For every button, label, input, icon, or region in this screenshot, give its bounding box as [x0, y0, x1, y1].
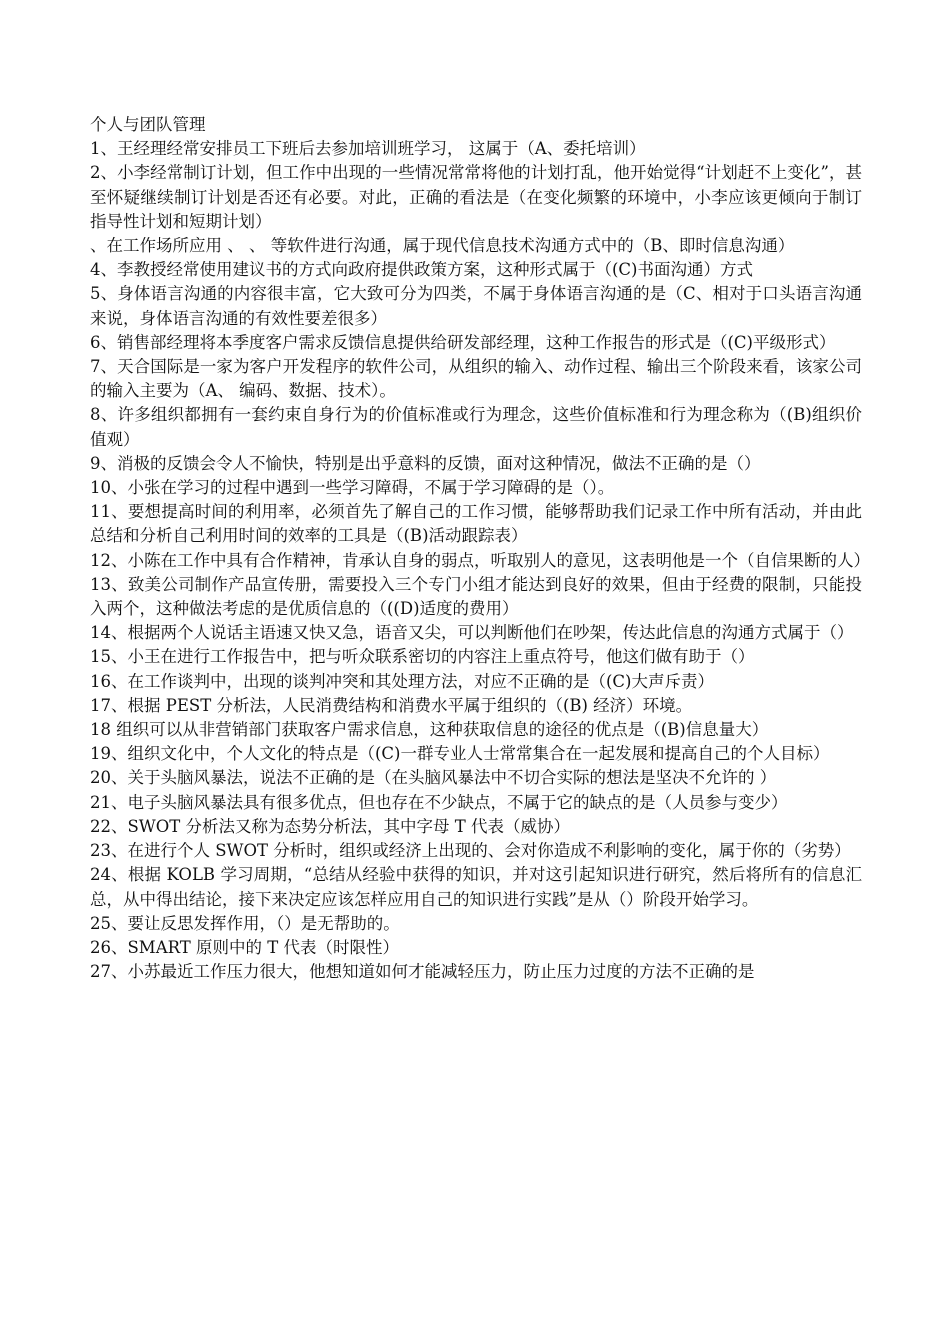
question-item: 27、小苏最近工作压力很大，他想知道如何才能减轻压力，防止压力过度的方法不正确的是 [90, 962, 755, 982]
question-item: 13、致美公司制作产品宣传册，需要投入三个专门小组才能达到良好的效果，但由于经费的限制，只能投入两个，这种做法考虑的是优质信息的（((D)适度的费用） [90, 574, 862, 619]
question-item: 22、SWOT 分析法又称为态势分析法，其中字母 T 代表（威协） [90, 816, 571, 836]
question-item: 18 组织可以从非营销部门获取客户需求信息，这种获取信息的途径的优点是（(B)信息量大） [90, 720, 769, 740]
question-item: 2、小李经常制订计划，但工作中出现的一些情况常常将他的计划打乱，他开始觉得“计划赶不上变化”，甚至怀疑继续制订计划是否还有必要。对此，正确的看法是（在变化频繁的环境中，小李应该更倾向于制订指导性计划和短期计划） [90, 163, 862, 231]
question-item: 7、天合国际是一家为客户开发程序的软件公司，从组织的输入、动作过程、输出三个阶段来看，该家公司的输入主要为（A、 编码、数据、技术）。 [90, 357, 862, 401]
question-item: 6、销售部经理将本季度客户需求反馈信息提供给研发部经理，这种工作报告的形式是（(C)平级形式） [90, 332, 836, 352]
question-item: 25、要让反思发挥作用，（）是无帮助的。 [90, 913, 400, 933]
document-title: 个人与团队管理 [90, 115, 206, 134]
question-item: 12、小陈在工作中具有合作精神，肯承认自身的弱点，听取别人的意见，这表明他是一个（自信果断的人） [90, 550, 870, 570]
question-item: 11、要想提高时间的利用率，必须首先了解自己的工作习惯，能够帮助我们记录工作中所有活动，并由此总结和分析自己利用时间的效率的工具是（(B)活动跟踪表） [90, 502, 862, 546]
question-item: 21、电子头脑风暴法具有很多优点，但也存在不少缺点，不属于它的缺点的是（人员参与变少） [90, 792, 788, 812]
question-item: 16、在工作谈判中，出现的谈判冲突和其处理方法，对应不正确的是（(C)大声斥责） [90, 671, 714, 691]
question-item: 8、许多组织都拥有一套约束自身行为的价值标准或行为理念，这些价值标准和行为理念称为（(B)组织价值观） [90, 405, 862, 449]
question-item: 17、根据 PEST 分析法，人民消费结构和消费水平属于组织的（(B) 经济）环境。 [90, 695, 693, 715]
document-page [90, 113, 870, 984]
question-item: 、在工作场所应用 、 、 等软件进行沟通，属于现代信息技术沟通方式中的（B、即时信息沟通） [90, 236, 795, 256]
question-item: 23、在进行个人 SWOT 分析时，组织或经济上出现的、会对你造成不利影响的变化，属于你的（劣势） [90, 841, 851, 861]
question-item: 19、组织文化中，个人文化的特点是（(C)一群专业人士常常集合在一起发展和提高自己的个人目标） [90, 744, 830, 764]
question-item: 14、根据两个人说话主语速又快又急，语音又尖，可以判断他们在吵架，传达此信息的沟通方式属于（） [90, 623, 854, 643]
question-item: 1、王经理经常安排员工下班后去参加培训班学习， 这属于（A、委托培训） [90, 139, 646, 159]
question-item: 24、根据 KOLB 学习周期，“总结从经验中获得的知识，并对这引起知识进行研究，然后将所有的信息汇总，从中得出结论，接下来决定应该怎样应用自己的知识进行实践”是从（）阶段开始学习。 [90, 865, 862, 909]
question-item: 26、SMART 原则中的 T 代表（时限性） [90, 937, 399, 957]
question-item: 4、李教授经常使用建议书的方式向政府提供政策方案，这种形式属于（(C)书面沟通）方式 [90, 260, 753, 280]
question-item: 20、关于头脑风暴法，说法不正确的是（在头脑风暴法中不切合实际的想法是坚决不允许的 ） [90, 768, 777, 788]
question-item: 9、消极的反馈会令人不愉快，特别是出乎意料的反馈，面对这种情况，做法不正确的是（） [90, 453, 761, 473]
question-item: 5、身体语言沟通的内容很丰富，它大致可分为四类，不属于身体语言沟通的是（C、相对于口头语言沟通来说，身体语言沟通的有效性要差很多） [90, 284, 862, 328]
question-item: 15、小王在进行工作报告中，把与听众联系密切的内容注上重点符号，他这们做有助于（） [90, 647, 755, 667]
question-item: 10、小张在学习的过程中遇到一些学习障碍，不属于学习障碍的是（）。 [90, 478, 615, 498]
